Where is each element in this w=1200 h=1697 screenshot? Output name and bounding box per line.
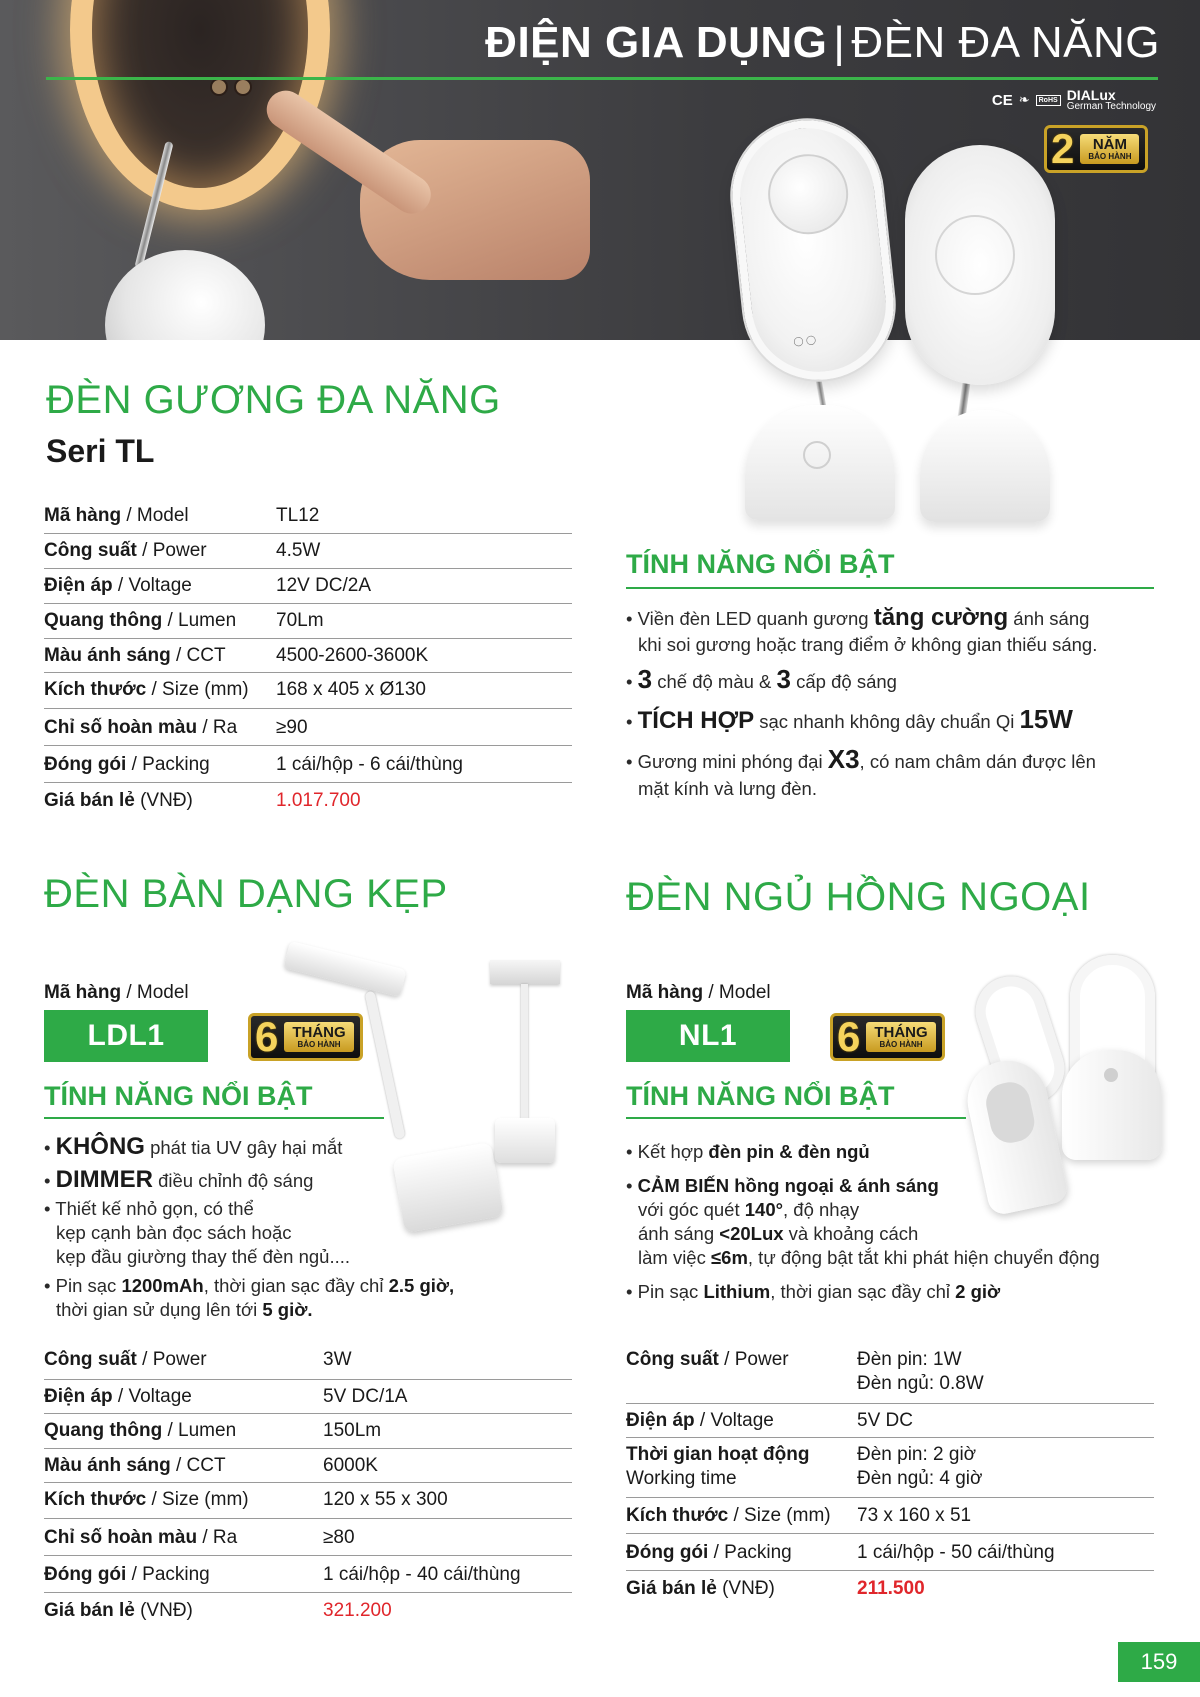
mirror-base-back: [920, 410, 1050, 522]
list-item: • KHÔNG phát tia UV gây hại mắt: [44, 1133, 343, 1160]
mirror-base-front: [745, 405, 895, 520]
nl-section-title: ĐÈN NGỦ HỒNG NGOẠI: [626, 875, 1091, 919]
table-row: Kích thước / Size (mm) 168 x 405 x Ø130: [44, 673, 572, 709]
tl-features-underline: [626, 587, 1154, 589]
table-row: Công suất / Power 4.5W: [44, 534, 572, 569]
ldl-spec-table: [44, 1344, 572, 1629]
tl-spec-table: [44, 500, 572, 819]
mirror-product-front: ◯ ◯: [725, 113, 901, 387]
hero-mirror-base: [105, 250, 265, 340]
list-item: • Kết hợp đèn pin & đèn ngủ: [626, 1141, 870, 1162]
nl-features-underline: [626, 1117, 966, 1119]
title-underline: [46, 77, 1158, 80]
dialux-logo: DIALux German Technology: [1066, 87, 1156, 112]
ldl-features-underline: [44, 1117, 384, 1119]
page-number: 159: [1118, 1642, 1200, 1682]
page-title-bold: ĐIỆN GIA DỤNG: [485, 18, 828, 67]
table-row: Đóng gói / Packing 1 cái/hộp - 40 cái/thùng: [44, 1556, 572, 1593]
warranty-badge-6-months-ldl: 6 THÁNG BẢO HÀNH: [248, 1013, 363, 1061]
table-row: Đóng gói / Packing 1 cái/hộp - 50 cái/thùng: [626, 1534, 1154, 1571]
table-row: Điện áp / Voltage 5V DC/1A: [44, 1380, 572, 1414]
table-row: Quang thông / Lumen 150Lm: [44, 1414, 572, 1449]
table-row: Kích thước / Size (mm) 73 x 160 x 51: [626, 1498, 1154, 1534]
table-row: Điện áp / Voltage 5V DC: [626, 1404, 1154, 1438]
page-title-light: ĐÈN ĐA NĂNG: [851, 18, 1160, 67]
page-title-separator: |: [833, 18, 846, 67]
mirror-product-back: [905, 145, 1055, 385]
table-row: Công suất / Power 3W: [44, 1344, 572, 1380]
tl-section-title: ĐÈN GƯƠNG ĐA NĂNG: [46, 378, 501, 422]
ce-mark-icon: CE: [991, 91, 1013, 109]
desk-lamp-head: [490, 960, 560, 984]
table-row: Giá bán lẻ (VNĐ) 211.500: [626, 1578, 925, 1599]
table-row: Kích thước / Size (mm) 120 x 55 x 300: [44, 1483, 572, 1519]
table-row: Thời gian hoạt động Working time Đèn pin: 2 giờ Đèn ngủ: 4 giờ: [626, 1438, 1154, 1498]
leaf-icon: ❧: [1018, 92, 1030, 107]
list-item: • 3 chế độ màu & 3 cấp độ sáng: [626, 664, 897, 695]
ldl-model-label: Mã hàng / Model: [44, 982, 189, 1003]
list-item: • Thiết kế nhỏ gọn, có thể kẹp cạnh bàn đọc sách hoặc kẹp đầu giường thay thế đèn ngủ....: [44, 1198, 351, 1268]
ldl-section-title: ĐÈN BÀN DẠNG KẸP: [44, 872, 448, 916]
list-item: • Pin sạc 1200mAh, thời gian sạc đầy chỉ 2.5 giờ, thời gian sử dụng lên tới 5 giờ.: [44, 1274, 455, 1320]
table-row: Quang thông / Lumen 70Lm: [44, 604, 572, 639]
nl-price: 211.500: [857, 1578, 925, 1599]
nl-model-label: Mã hàng / Model: [626, 982, 771, 1003]
warranty-badge-6-months-nl: 6 THÁNG BẢO HÀNH: [830, 1013, 945, 1061]
table-row: Màu ánh sáng / CCT 6000K: [44, 1449, 572, 1483]
tl-features-title: TÍNH NĂNG NỔI BẬT: [626, 549, 895, 579]
certification-logos: [992, 88, 1156, 112]
nl-features-title: TÍNH NĂNG NỔI BẬT: [626, 1081, 895, 1111]
ldl-features-list: [44, 1131, 584, 1328]
page-title: [485, 18, 1160, 68]
hero-touch-buttons: [210, 78, 262, 108]
nl-model-code: NL1: [626, 1010, 790, 1062]
warranty-badge-2-years: 2 NĂM BẢO HÀNH: [1044, 125, 1148, 173]
list-item: • Gương mini phóng đại X3, có nam châm dán được lên mặt kính và lưng đèn.: [626, 743, 1096, 799]
table-row: Chỉ số hoàn màu / Ra ≥80: [44, 1519, 572, 1556]
table-row: Công suất / Power Đèn pin: 1W Đèn ngủ: 0.8W: [626, 1346, 1154, 1404]
ldl-features-title: TÍNH NĂNG NỔI BẬT: [44, 1081, 313, 1111]
table-row: Giá bán lẻ (VNĐ) 1.017.700: [44, 790, 361, 811]
ldl-model-code: LDL1: [44, 1010, 208, 1062]
tl-series-label: Seri TL: [46, 433, 155, 469]
list-item: • Viền đèn LED quanh gương tăng cường ánh sáng khi soi gương hoặc trang điểm ở không gian thiếu sáng.: [626, 604, 1098, 656]
tl-features-list: [626, 602, 1166, 807]
hero-hand-image: [270, 80, 590, 280]
table-row: Đóng gói / Packing 1 cái/hộp - 6 cái/thùng: [44, 746, 572, 783]
table-row: Mã hàng / Model TL12: [44, 500, 572, 534]
ldl-price: 321.200: [323, 1600, 392, 1621]
tl-price: 1.017.700: [276, 790, 361, 811]
table-row: Giá bán lẻ (VNĐ) 321.200: [44, 1600, 392, 1621]
nl-spec-table: [626, 1346, 1154, 1607]
list-item: • Pin sạc Lithium, thời gian sạc đầy chỉ 2 giờ: [626, 1281, 1001, 1303]
nl-features-list: [626, 1140, 1186, 1310]
table-row: Điện áp / Voltage 12V DC/2A: [44, 569, 572, 604]
clip-lamp-head: [283, 941, 406, 997]
list-item: • CẢM BIẾN hồng ngoại & ánh sáng với góc quét 140°, độ nhạy ánh sáng <20Lux và khoảng cách làm việc ≤6m, tự động bật tắt khi phát hiện chuyển động: [626, 1175, 1100, 1269]
table-row: Màu ánh sáng / CCT 4500-2600-3600K: [44, 639, 572, 673]
list-item: • TÍCH HỢP sạc nhanh không dây chuẩn Qi 15W: [626, 704, 1073, 735]
rohs-icon: RoHS: [1036, 95, 1061, 106]
list-item: • DIMMER điều chỉnh độ sáng: [44, 1166, 314, 1194]
desk-lamp-pole: [521, 984, 528, 1119]
table-row: Chỉ số hoàn màu / Ra ≥90: [44, 709, 572, 746]
